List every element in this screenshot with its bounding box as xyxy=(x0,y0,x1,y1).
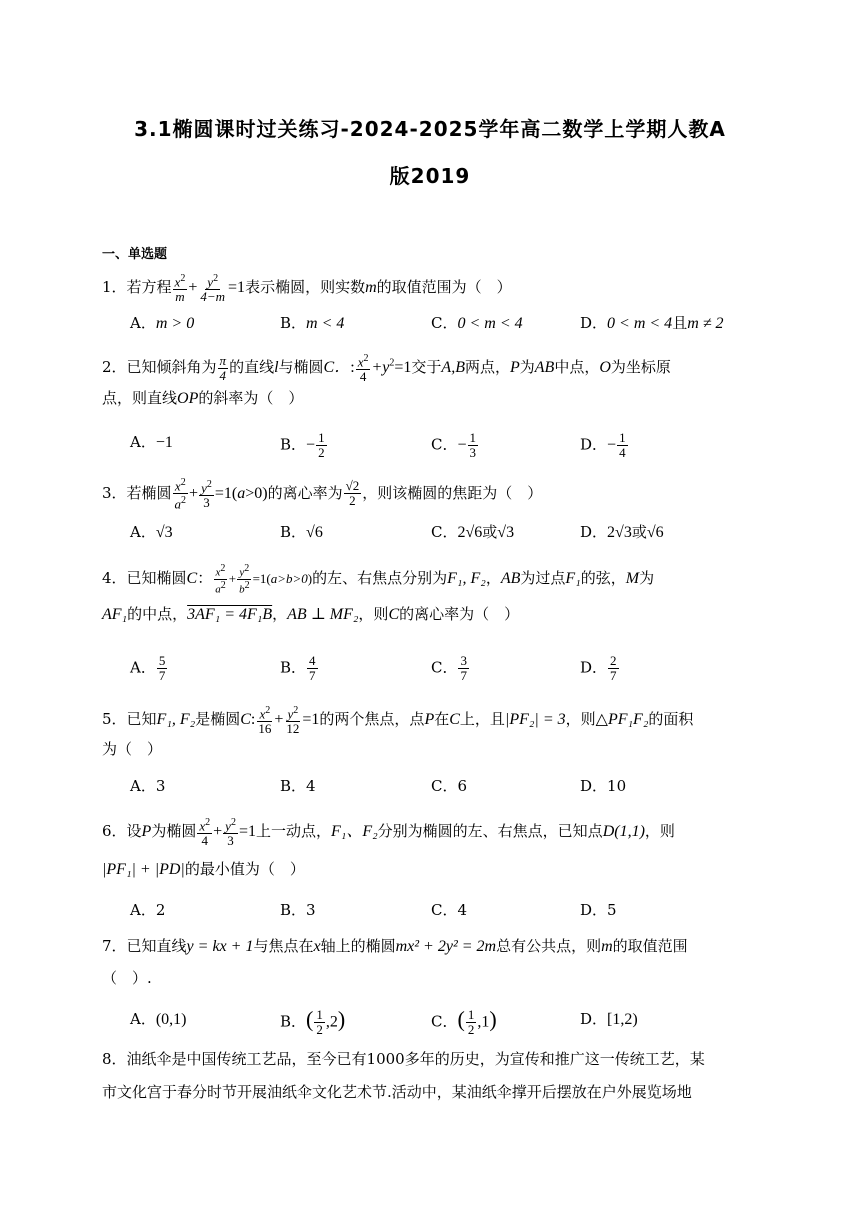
section-heading: 一、单选题 xyxy=(102,247,168,262)
question-8-cont: 市文化宫于春分时节开展油纸伞文化艺术节.活动中，某油纸伞撑开后摆放在户外展览场地 xyxy=(102,1083,692,1101)
question-7: 7．已知直线y = kx + 1与焦点在x轴上的椭圆mx² + 2y² = 2m总有公共点，则m的取值范围 xyxy=(102,937,688,955)
q2-option-d: D．− $\frac{1}{4}$ xyxy=(580,430,626,460)
q7-option-a: A．(0,1) xyxy=(130,1010,187,1028)
question-5-cont: 为（ ） xyxy=(102,740,163,758)
q5-option-a: A．3 xyxy=(130,777,166,795)
q3-option-c: C．2√6或√3 xyxy=(431,523,515,541)
question-4-cont: AF₁的中点，3AF₁ = 4F₁B，AB ⊥ MF₂，则C的离心率为（ ） xyxy=(102,605,520,623)
q1-option-d: D．0 < m < 4且m ≠ 2 xyxy=(580,314,724,332)
q2-option-b: B．− $\frac{1}{2}$ xyxy=(280,430,325,460)
title-line-2: 版2019 xyxy=(389,164,471,188)
q1-option-b: B．m < 4 xyxy=(280,314,345,332)
q4-option-a: A． $\frac{5}{7}$ xyxy=(130,653,166,683)
question-6-cont: |PF₁| + |PD|的最小值为（ ） xyxy=(102,860,305,878)
q6-option-a: A．2 xyxy=(130,901,166,919)
q5-option-b: B．4 xyxy=(280,777,316,795)
q2-option-c: C．− $\frac{1}{3}$ xyxy=(431,430,477,460)
q7-option-c: C．( $\frac{1}{2}$ ,1) xyxy=(431,1006,497,1037)
title-line-1: 3.1椭圆课时过关练习-2024-2025学年高二数学上学期人教A xyxy=(134,117,726,141)
q4-option-c: C． $\frac{3}{7}$ xyxy=(431,653,467,683)
question-7-cont: （ ）. xyxy=(102,969,152,987)
q6-option-d: D．5 xyxy=(580,901,617,919)
q7-option-d: D．[1,2) xyxy=(580,1010,638,1028)
question-5: 5．已知F₁, F₂是椭圆C: $\frac{x^2}{16}$ + $\frac{y^2}{12}$ =1的两个焦点，点P在C上，且|PF₂| = 3，则△PF₁F₂的面积 xyxy=(102,705,694,737)
q4-option-d: D． $\frac{2}{7}$ xyxy=(580,653,617,683)
question-6: 6．设P为椭圆 $\frac{x^2}{4}$ + $\frac{y^2}{3}$ =1上一动点，F₁、F₂分别为椭圆的左、右焦点，已知点D(1,1)，则 xyxy=(102,817,675,849)
q5-option-d: D．10 xyxy=(580,777,627,795)
q1-option-a: A．m > 0 xyxy=(130,314,195,332)
question-2: 2．已知倾斜角为 $\frac{\pi}{4}$ 的直线l与椭圆C．: $\frac{x^2}{4}$ $+y^2=1$交于A,B两点，P为AB中点，O为坐标原 xyxy=(102,352,671,385)
question-3: 3．若椭圆 $\frac{x^2}{a^2}$ + $\frac{y^2}{3}$ =1(a>0)的离心率为 $\frac{√2}{2}$ ，则该椭圆的焦距为（ ） xyxy=(102,477,543,512)
q5-option-c: C．6 xyxy=(431,777,468,795)
question-1: 1．若方程 $\frac{x^2}{m}$ + $\frac{y^2}{4-m}$ =1表示椭圆，则实数m的取值范围为（ ） xyxy=(102,273,512,305)
q7-option-b: B．( $\frac{1}{2}$ ,2) xyxy=(280,1006,346,1037)
q6-option-b: B．3 xyxy=(280,901,316,919)
q3-option-d: D．2√3或√6 xyxy=(580,523,664,541)
q4-option-b: B． $\frac{4}{7}$ xyxy=(280,653,316,683)
question-4: 4．已知椭圆C： $\frac{x^2}{a^2}$ + $\frac{y^2}{b^2}$ =1(a>b>0)的左、右焦点分别为F₁, F₂，AB为过点F₁的弦，M为 xyxy=(102,563,655,596)
q3-option-b: B．√6 xyxy=(280,523,323,541)
q2-option-a: A．−1 xyxy=(130,433,173,451)
question-2-cont: 点，则直线OP的斜率为（ ） xyxy=(102,389,304,407)
q6-option-c: C．4 xyxy=(431,901,468,919)
question-8: 8．油纸伞是中国传统工艺品，至今已有1000多年的历史，为宣传和推广这一传统工艺，某 xyxy=(102,1050,705,1068)
q3-option-a: A．√3 xyxy=(130,523,173,541)
q1-option-c: C．0 < m < 4 xyxy=(431,314,523,332)
